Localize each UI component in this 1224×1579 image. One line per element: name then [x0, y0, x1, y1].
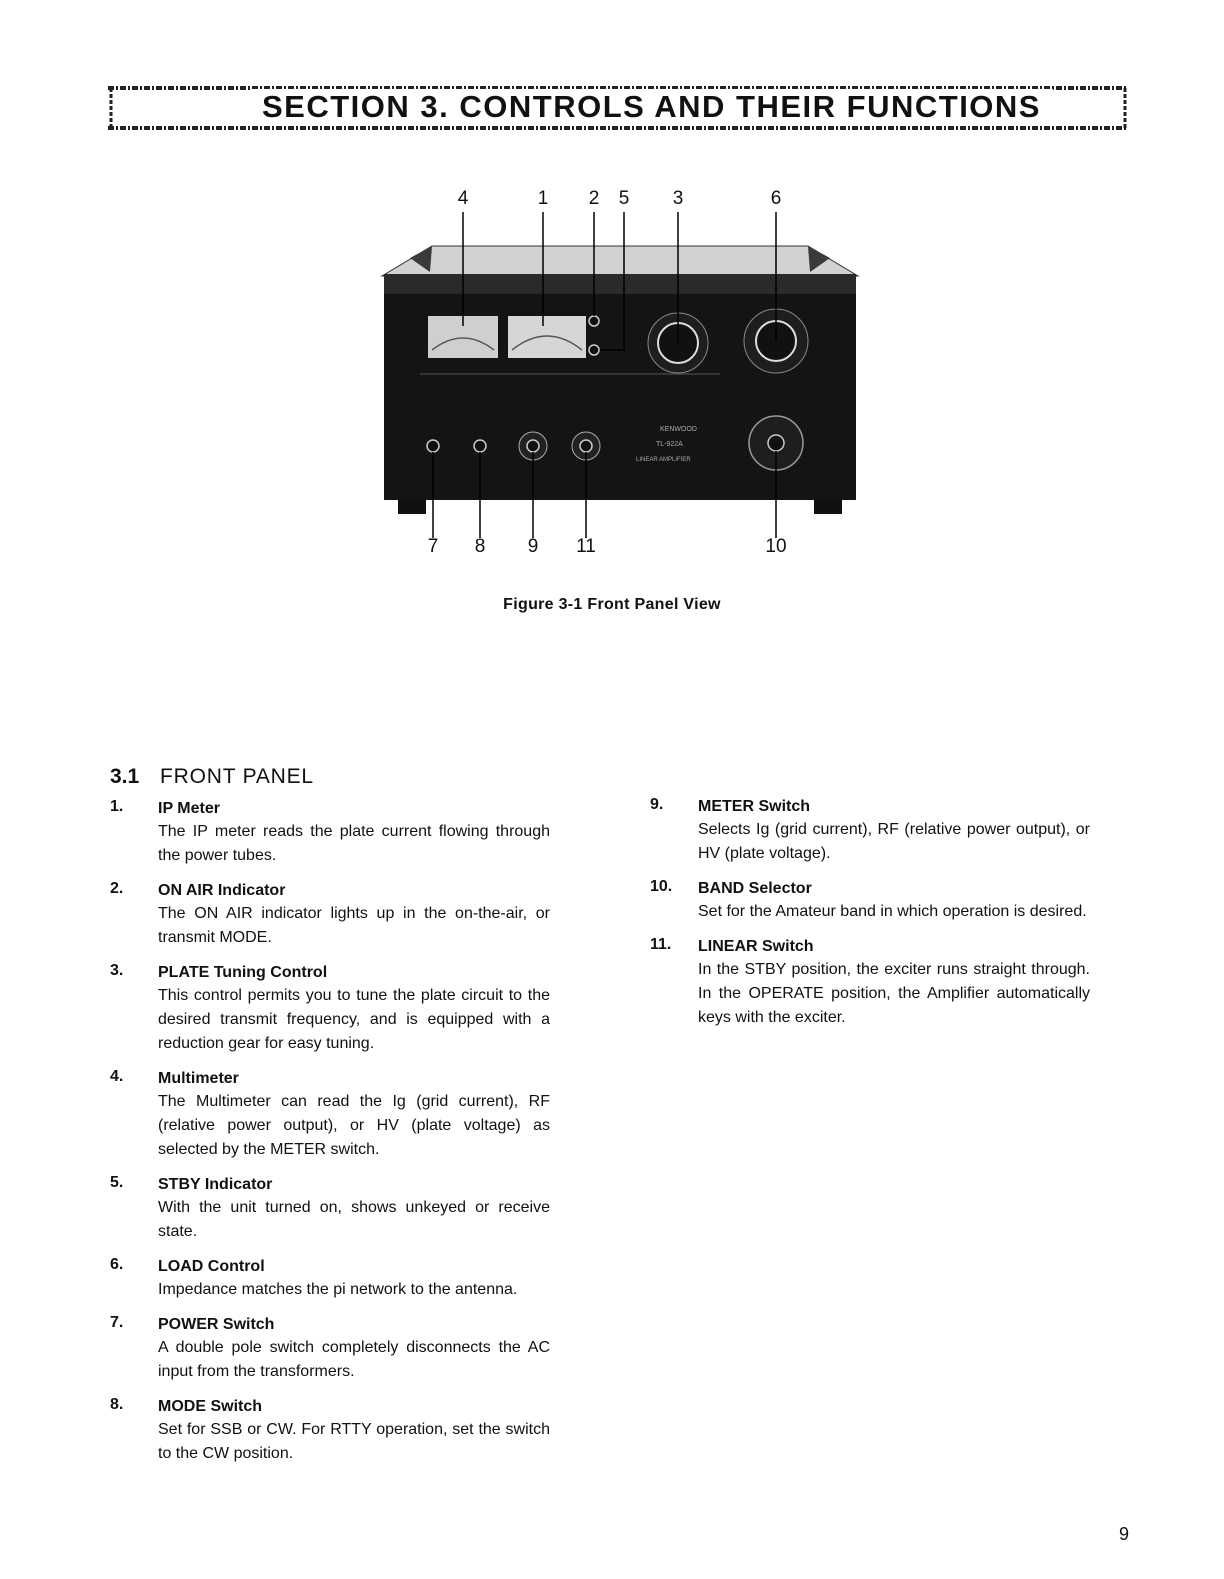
item-number: 1.	[110, 798, 124, 815]
item-number: 4.	[110, 1068, 124, 1085]
right-column	[650, 796, 1090, 1042]
item-body: This control permits you to tune the plate circuit to the desired transmit frequency, and is equipped with a reduction gear for easy tuning.	[158, 987, 550, 1052]
item-title: BAND Selector	[698, 880, 812, 897]
item-title: STBY Indicator	[158, 1176, 273, 1193]
item-title: LOAD Control	[158, 1258, 265, 1275]
item-title: Multimeter	[158, 1070, 239, 1087]
item-number: 10.	[650, 878, 673, 895]
list-item	[110, 1314, 550, 1384]
section-banner	[108, 80, 1128, 136]
callout-6: 6	[770, 188, 782, 209]
item-body: With the unit turned on, shows unkeyed or receive state.	[158, 1199, 550, 1240]
item-number: 5.	[110, 1174, 124, 1191]
left-column	[110, 798, 550, 1478]
item-number: 11.	[650, 936, 672, 953]
section-title-text: FRONT PANEL	[160, 765, 314, 788]
callout-10: 10	[765, 536, 787, 557]
section-title: SECTION 3. CONTROLS AND THEIR FUNCTIONS	[250, 89, 1053, 125]
item-title: LINEAR Switch	[698, 938, 814, 955]
front-panel-illustration	[380, 188, 860, 560]
list-item	[650, 796, 1090, 866]
list-item	[110, 1174, 550, 1244]
item-number: 7.	[110, 1314, 124, 1331]
item-title: ON AIR Indicator	[158, 882, 286, 899]
panel-subtitle: LINEAR AMPLIFIER	[636, 457, 691, 463]
item-body: Set for the Amateur band in which operation is desired.	[698, 903, 1087, 920]
section-number: 3.1	[110, 765, 140, 788]
section-heading	[110, 765, 314, 789]
list-item	[110, 1256, 550, 1302]
list-item	[650, 878, 1090, 924]
item-body: The IP meter reads the plate current flowing through the power tubes.	[158, 823, 550, 864]
callout-1: 1	[537, 188, 549, 209]
item-body: The ON AIR indicator lights up in the on-the-air, or transmit MODE.	[158, 905, 550, 946]
callout-5: 5	[618, 188, 630, 209]
callout-8: 8	[474, 536, 486, 557]
list-item	[650, 936, 1090, 1030]
list-item	[110, 880, 550, 950]
callout-4: 4	[457, 188, 469, 209]
item-number: 9.	[650, 796, 664, 813]
callout-3: 3	[672, 188, 684, 209]
callout-2: 2	[588, 188, 600, 209]
item-title: MODE Switch	[158, 1398, 263, 1415]
panel-brand: KENWOOD	[660, 426, 697, 433]
list-item	[110, 798, 550, 868]
item-body: In the STBY position, the exciter runs straight through. In the OPERATE position, the Amplifier automatically keys with the exciter.	[698, 961, 1090, 1026]
item-number: 8.	[110, 1396, 124, 1413]
item-title: POWER Switch	[158, 1316, 275, 1333]
item-number: 2.	[110, 880, 124, 897]
figure-caption: Figure 3-1 Front Panel View	[503, 596, 721, 613]
list-item	[110, 1396, 550, 1466]
callout-11: 11	[576, 536, 596, 557]
item-title: PLATE Tuning Control	[158, 964, 328, 981]
item-body: The Multimeter can read the Ig (grid current), RF (relative power output), or HV (plate voltage) as selected by the METER switch.	[158, 1093, 550, 1158]
item-title: IP Meter	[158, 800, 220, 817]
item-title: METER Switch	[698, 798, 811, 815]
list-item	[110, 1068, 550, 1162]
item-body: Set for SSB or CW. For RTTY operation, set the switch to the CW position.	[158, 1421, 550, 1462]
item-body: A double pole switch completely disconnects the AC input from the transformers.	[158, 1339, 550, 1380]
item-body: Impedance matches the pi network to the antenna.	[158, 1281, 518, 1298]
item-body: Selects Ig (grid current), RF (relative power output), or HV (plate voltage).	[698, 821, 1090, 862]
item-number: 3.	[110, 962, 124, 979]
callout-9: 9	[527, 536, 539, 557]
item-number: 6.	[110, 1256, 124, 1273]
page-number: 9	[1118, 1524, 1129, 1544]
list-item	[110, 962, 550, 1056]
callout-7: 7	[427, 536, 439, 557]
front-panel-figure	[380, 188, 860, 560]
panel-model: TL-922A	[656, 441, 683, 448]
